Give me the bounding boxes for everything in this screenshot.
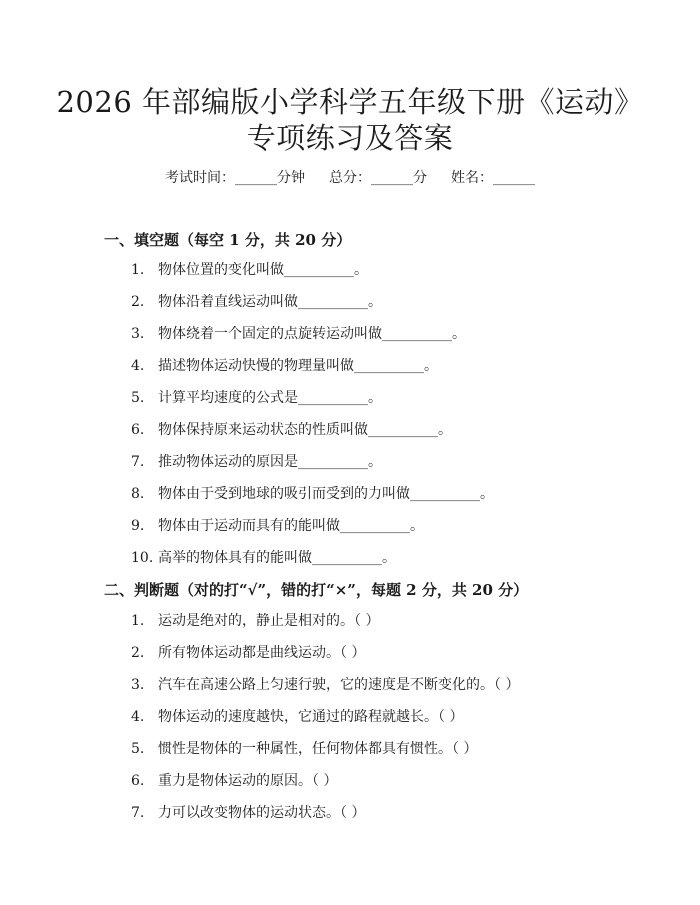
question-text: 力可以改变物体的运动状态。（ ） [158, 805, 366, 821]
question-number: 1. [131, 613, 145, 629]
question-number: 2. [131, 645, 145, 661]
true-false-question [131, 674, 519, 696]
section-fill-blank-heading: 一、填空题（每空 1 分，共 20 分） [104, 231, 352, 249]
question-text: 物体由于运动而具有的能叫做__________。 [158, 518, 424, 534]
exam-time: 考试时间：______分钟 [165, 170, 305, 186]
true-false-question [131, 706, 463, 728]
fill-blank-question [131, 291, 382, 313]
question-number: 6. [131, 422, 145, 438]
question-text: 惯性是物体的一种属性，任何物体都具有惯性。（ ） [158, 741, 478, 757]
question-number: 8. [131, 486, 145, 502]
document-title-line2: 专项练习及答案 [246, 121, 454, 155]
document-title-line1: 2026 年部编版小学科学五年级下册《运动》 [56, 85, 644, 119]
question-number: 9. [131, 518, 145, 534]
question-number: 1. [131, 262, 145, 278]
fill-blank-question [131, 323, 466, 345]
fill-blank-question [131, 259, 368, 281]
question-number: 7. [131, 805, 145, 821]
question-text: 物体运动的速度越快，它通过的路程就越长。（ ） [158, 709, 464, 725]
fill-blank-question [131, 387, 382, 409]
question-number: 3. [131, 326, 145, 342]
question-number: 6. [131, 773, 145, 789]
question-text: 所有物体运动都是曲线运动。（ ） [158, 645, 366, 661]
question-text: 描述物体运动快慢的物理量叫做__________。 [158, 358, 438, 374]
question-number: 7. [131, 454, 145, 470]
true-false-question [131, 738, 477, 760]
fill-blank-question [131, 483, 494, 505]
question-number: 5. [131, 741, 145, 757]
fill-blank-question [131, 515, 424, 537]
question-text: 运动是绝对的，静止是相对的。（ ） [158, 613, 380, 629]
question-number: 5. [131, 390, 145, 406]
true-false-question [131, 642, 365, 664]
question-text: 物体保持原来运动状态的性质叫做__________。 [158, 422, 452, 438]
fill-blank-question [131, 355, 438, 377]
question-number: 4. [131, 358, 145, 374]
question-text: 计算平均速度的公式是__________。 [158, 390, 382, 406]
question-text: 高举的物体具有的能叫做__________。 [158, 550, 396, 566]
question-text: 汽车在高速公路上匀速行驶，它的速度是不断变化的。（ ） [158, 677, 520, 693]
exam-info [0, 168, 700, 188]
question-number: 3. [131, 677, 145, 693]
true-false-question [131, 610, 379, 632]
question-text: 物体绕着一个固定的点旋转运动叫做__________。 [158, 326, 466, 342]
question-text: 物体沿着直线运动叫做__________。 [158, 294, 382, 310]
question-text: 物体位置的变化叫做__________。 [158, 262, 368, 278]
question-text: 推动物体运动的原因是__________。 [158, 454, 382, 470]
question-text: 物体由于受到地球的吸引而受到的力叫做__________。 [158, 486, 494, 502]
question-number: 4. [131, 709, 145, 725]
question-text: 重力是物体运动的原因。（ ） [158, 773, 338, 789]
question-number: 10. [131, 550, 154, 566]
question-number: 2. [131, 294, 145, 310]
fill-blank-question [131, 547, 396, 569]
student-name: 姓名：______ [451, 170, 535, 186]
true-false-question [131, 802, 365, 824]
total-score: 总分：______分 [329, 170, 427, 186]
fill-blank-question [131, 451, 382, 473]
fill-blank-question [131, 419, 452, 441]
section-true-false-heading: 二、判断题（对的打“√”，错的打“×”，每题 2 分，共 20 分） [104, 581, 529, 599]
true-false-question [131, 770, 337, 792]
